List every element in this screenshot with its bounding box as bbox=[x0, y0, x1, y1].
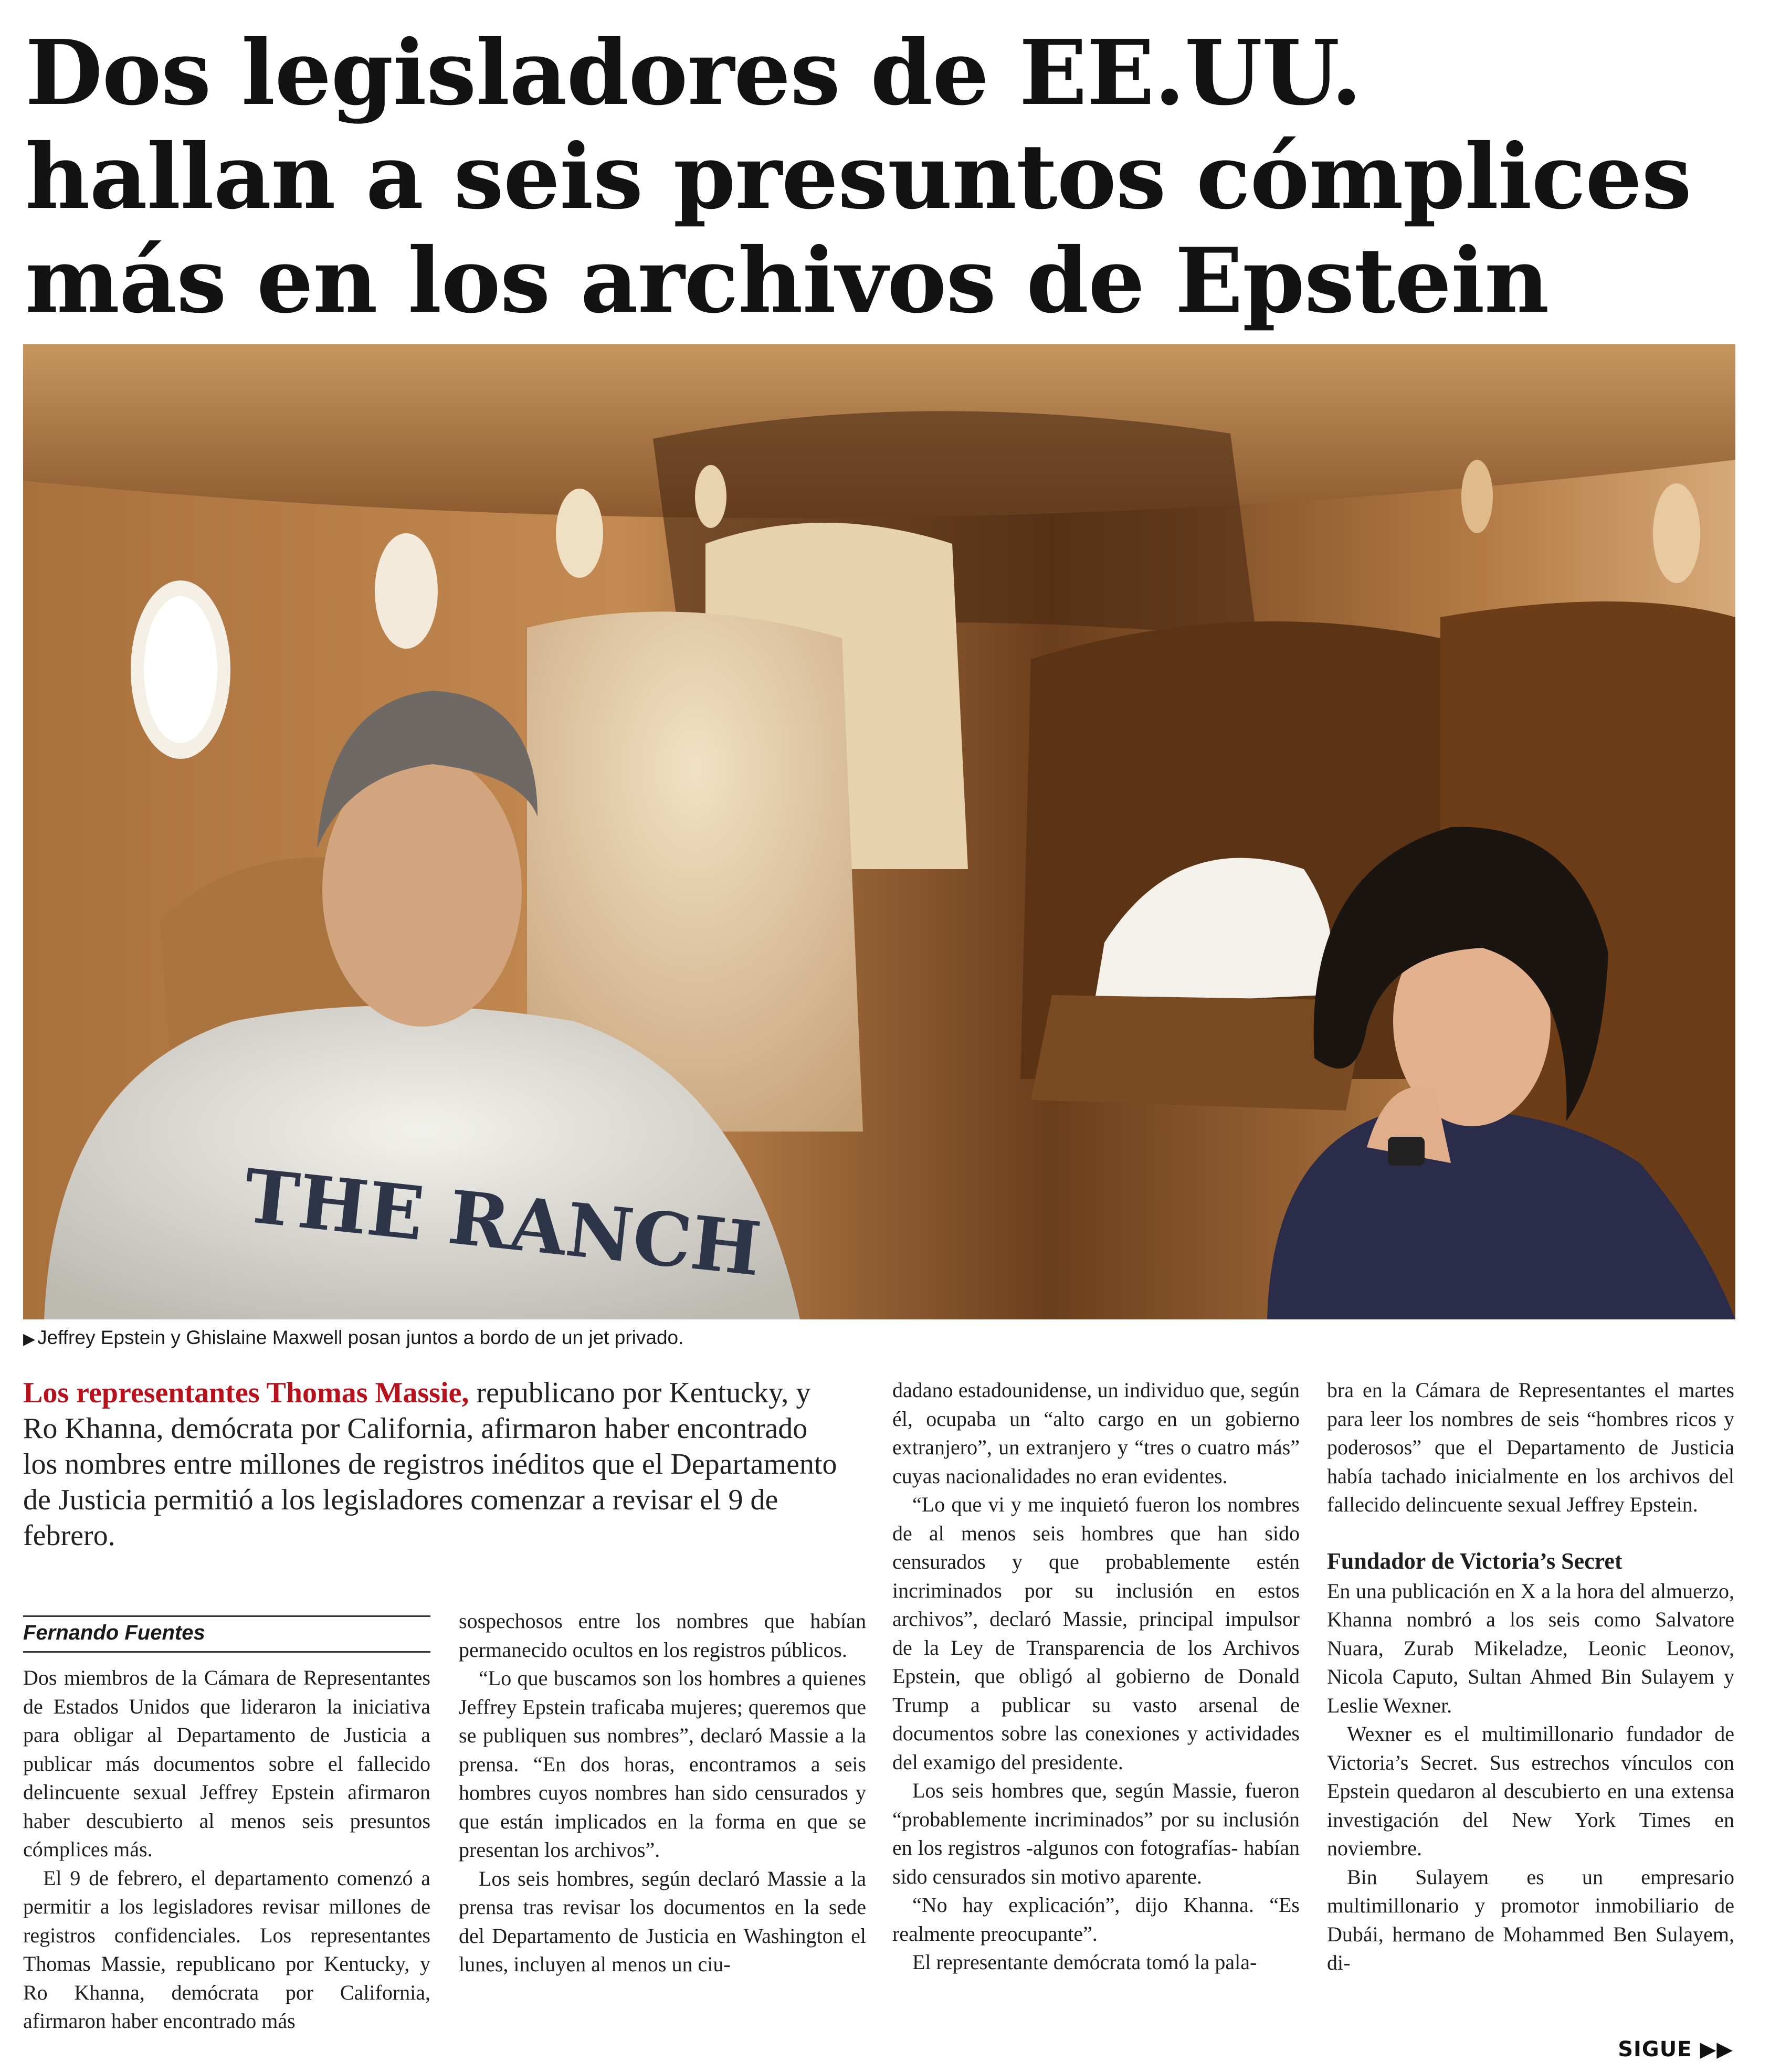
headline-line-3: más en los archivos de Epstein bbox=[25, 228, 1549, 333]
paragraph: Bin Sulayem es un empresario multimillonario y promotor inmobiliario de Dubái, hermano de Mohammed Ben Sulayem, di- bbox=[1327, 1865, 1734, 1974]
body-column-4 bbox=[1327, 1376, 1734, 1978]
lead-highlight: Los representantes Thomas Massie, bbox=[23, 1377, 469, 1409]
caption-text: Jeffrey Epstein y Ghislaine Maxwell posan juntos a bordo de un jet privado. bbox=[37, 1327, 684, 1348]
continue-marker: SIGUE ▶▶ bbox=[1618, 2037, 1733, 2062]
paragraph: bra en la Cámara de Representantes el martes para leer los nombres de seis “hombres ricos y poderosos” que el Departamento de Justicia había tachado inicialmente en los archivos del fallecido delincuente sexual Jeffrey Epstein. bbox=[1327, 1378, 1734, 1516]
sweatshirt-text: THE RANCH bbox=[239, 1153, 765, 1293]
paragraph: Dos miembros de la Cámara de Representantes de Estados Unidos que lideraron la iniciativa para obligar al Departamento de Justicia a publicar más documentos sobre el fallecido delincuente sexual Jeffrey Epstein afirmaron haber descubierto al menos seis presuntos cómplices más. bbox=[23, 1666, 430, 1861]
paragraph: Wexner es el multimillonario fundador de Victoria’s Secret. Sus estrechos vínculos con Epstein quedaron al descubierto en una extensa investigación del New York Times en noviembre. bbox=[1327, 1722, 1734, 1860]
headline-line-1: Dos legisladores de EE.UU. bbox=[25, 20, 1362, 125]
paragraph: El 9 de febrero, el departamento comenzó a permitir a los legisladores revisar millones de registros confidenciales. Los representantes Thomas Massie, republicano por Kentucky, y Ro Khanna, demócrata por California, afirmaron haber encontrado más bbox=[23, 1866, 430, 2033]
paragraph: Los seis hombres, según declaró Massie a la prensa tras revisar los documentos en la sede del Departamento de Justicia en Washington el lunes, incluyen al menos un ciu- bbox=[459, 1866, 866, 1976]
byline-top-rule bbox=[23, 1615, 430, 1617]
photo-caption bbox=[23, 1327, 1735, 1349]
paragraph: sospechosos entre los nombres que habían permanecido ocultos en los registros públicos. bbox=[459, 1609, 866, 1662]
paragraph: “No hay explicación”, dijo Khanna. “Es realmente preocupante”. bbox=[892, 1893, 1300, 1946]
paragraph: dadano estadounidense, un individuo que, según él, ocupaba un “alto cargo en un gobierno extranjero”, un extranjero y “tres o cuatro más” cuyas nacionalidades no eran evidentes. bbox=[892, 1378, 1300, 1488]
paragraph: El representante demócrata tomó la pala- bbox=[912, 1950, 1257, 1974]
body-column-1 bbox=[23, 1664, 430, 2036]
byline: Fernando Fuentes bbox=[23, 1619, 430, 1653]
paragraph: “Lo que buscamos son los hombres a quienes Jeffrey Epstein traficaba mujeres; queremos que se publiquen sus nombres”, declaró Massie a la prensa. “En dos horas, encontramos a seis hombres cuyos nombres han sido censurados y que están implicados en la forma en que se presentan los archivos”. bbox=[459, 1666, 866, 1862]
jet-cabin-photo bbox=[23, 344, 1735, 1319]
paragraph: Los seis hombres que, según Massie, fueron “probablemente incriminados” por su inclusión en los registros -algunos con fotografías- habían sido censurados sin motivo aparente. bbox=[892, 1779, 1300, 1888]
lead-paragraph bbox=[23, 1375, 842, 1553]
paragraph: “Lo que vi y me inquietó fueron los nombres de al menos seis hombres que han sido censurados y que probablemente estén incriminados por su inclusión en estos archivos”, declaró Massie, principal impulsor de la Ley de Transparencia de los Archivos Epstein, que obligó al gobierno de Donald Trump a publicar su vasto arsenal de documentos sobre las conexiones y actividades del examigo del presidente. bbox=[892, 1493, 1300, 1774]
caption-marker-icon: ▶ bbox=[23, 1330, 36, 1348]
article-photo bbox=[23, 344, 1735, 1319]
lead-text: republicano por Kentucky, y Ro Khanna, demócrata por California, afirmaron haber encontrado los nombres entre millones de registros inéditos que el Departamento de Justicia permitió a los legisladores comenzar a revisar el 9 de febrero. bbox=[23, 1377, 837, 1552]
body-column-2 bbox=[459, 1607, 866, 1979]
section-subhead: Fundador de Victoria’s Secret bbox=[1327, 1548, 1622, 1574]
headline bbox=[25, 21, 1731, 333]
headline-line-2: hallan a seis presuntos cómplices bbox=[25, 124, 1692, 229]
paragraph: En una publicación en X a la hora del almuerzo, Khanna nombró a los seis como Salvatore Nuara, Zurab Mikeladze, Leonic Leonov, Nicola Caputo, Sultan Ahmed Bin Sulayem y Leslie Wexner. bbox=[1327, 1579, 1734, 1717]
body-column-3 bbox=[892, 1376, 1300, 1977]
